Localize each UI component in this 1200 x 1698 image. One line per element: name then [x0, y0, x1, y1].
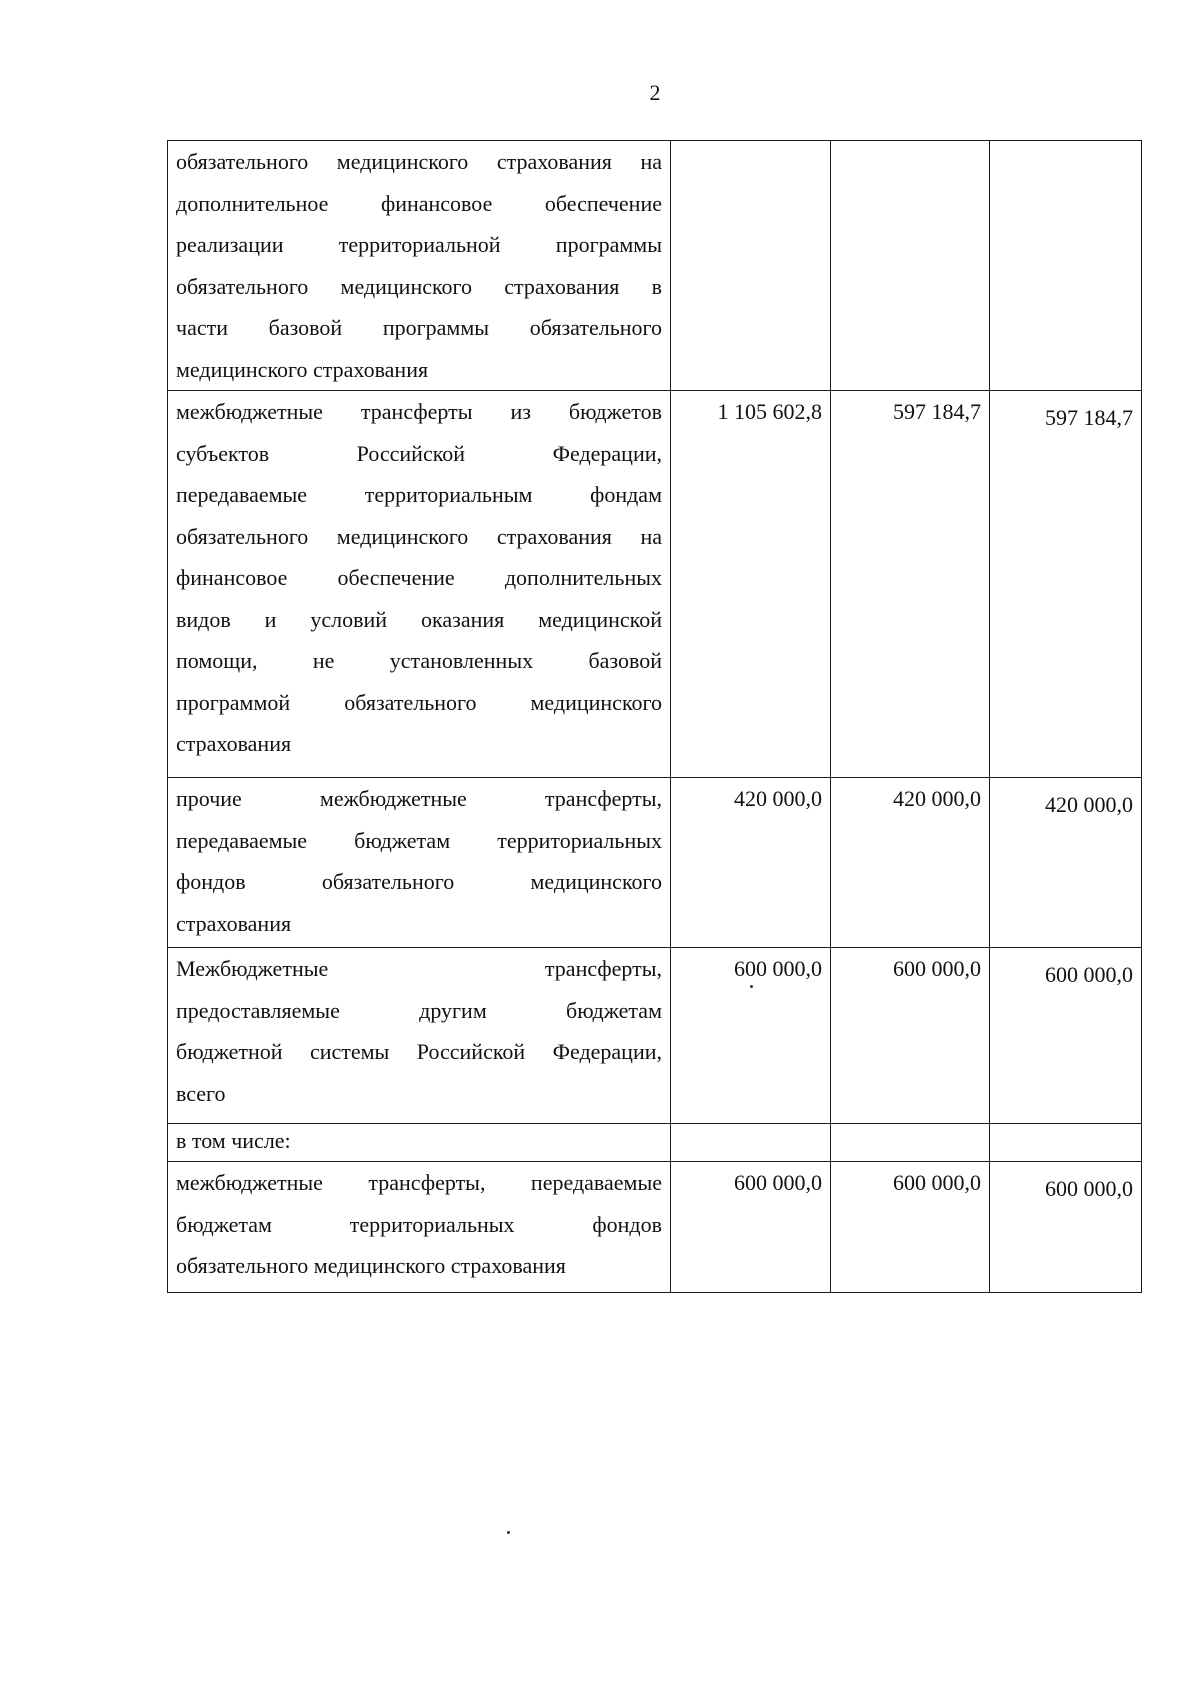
row-description	[168, 391, 671, 778]
description-line: бюджетной системы Российской Федерации,	[176, 1039, 662, 1064]
row-description	[168, 1162, 671, 1293]
description-line: помощи, не установленных базовой	[176, 648, 662, 673]
value-cell-year-2: 600 000,0	[831, 1162, 990, 1293]
value-cell-year-3	[990, 141, 1142, 391]
description-line: бюджетам территориальных фондов	[176, 1211, 662, 1237]
description-line: обязательного медицинского страхования на	[176, 149, 662, 174]
description-line: обязательного медицинского страхования на	[176, 523, 662, 549]
value-cell-year-2: 597 184,7	[831, 391, 990, 778]
description-line: передаваемые бюджетам территориальных	[176, 827, 662, 853]
value-cell-year-3: 597 184,7	[990, 391, 1142, 778]
description-line: финансовое обеспечение дополнительных	[176, 565, 662, 590]
table-row	[168, 1124, 1142, 1162]
description-line: прочие межбюджетные трансферты,	[176, 786, 662, 811]
description-line: медицинского страхования	[176, 356, 429, 382]
description-line: предоставляемые другим бюджетам	[176, 997, 662, 1023]
value-cell-year-1: 1 105 602,8	[671, 391, 831, 778]
description-line: страхования	[176, 731, 292, 756]
description-line: части базовой программы обязательного	[176, 315, 662, 340]
row-description	[168, 778, 671, 948]
value-cell-year-2: 420 000,0	[831, 778, 990, 948]
description-line: Межбюджетные трансферты,	[176, 956, 662, 981]
description-line: программой обязательного медицинского	[176, 689, 662, 715]
description-line: межбюджетные трансферты, передаваемые	[176, 1170, 662, 1195]
value-cell-year-1	[671, 1124, 831, 1162]
description-line: всего	[176, 1080, 226, 1106]
row-description	[168, 141, 671, 391]
description-line: обязательного медицинского страхования	[176, 1253, 566, 1278]
row-description	[168, 948, 671, 1124]
value-cell-year-1: 420 000,0	[671, 778, 831, 948]
value-cell-year-3: 420 000,0	[990, 778, 1142, 948]
scan-speck	[507, 1531, 510, 1534]
description-line: видов и условий оказания медицинской	[176, 606, 662, 632]
table-row	[168, 391, 1142, 778]
value-cell-year-1: 600 000,0	[671, 1162, 831, 1293]
row-description	[168, 1124, 671, 1162]
table-row	[168, 948, 1142, 1124]
description-line: обязательного медицинского страхования в	[176, 273, 662, 299]
value-cell-year-2: 600 000,0	[831, 948, 990, 1124]
description-line: дополнительное финансовое обеспечение	[176, 190, 662, 216]
table-row	[168, 1162, 1142, 1293]
budget-table	[167, 140, 1142, 1293]
description-line: реализации территориальной программы	[176, 232, 662, 257]
description-line: в том числе:	[176, 1128, 291, 1153]
description-line: фондов обязательного медицинского	[176, 869, 662, 894]
description-line: передаваемые территориальным фондам	[176, 482, 662, 507]
value-cell-year-3	[990, 1124, 1142, 1162]
description-line: страхования	[176, 910, 292, 936]
table-row	[168, 141, 1142, 391]
description-line: субъектов Российской Федерации,	[176, 440, 662, 466]
value-cell-year-2	[831, 1124, 990, 1162]
value-cell-year-1	[671, 141, 831, 391]
value-cell-year-3: 600 000,0	[990, 1162, 1142, 1293]
scan-speck	[750, 985, 753, 988]
page-number: 2	[649, 80, 661, 105]
value-cell-year-1: 600 000,0	[671, 948, 831, 1124]
value-cell-year-3: 600 000,0	[990, 948, 1142, 1124]
value-cell-year-2	[831, 141, 990, 391]
table-row	[168, 778, 1142, 948]
description-line: межбюджетные трансферты из бюджетов	[176, 399, 662, 424]
